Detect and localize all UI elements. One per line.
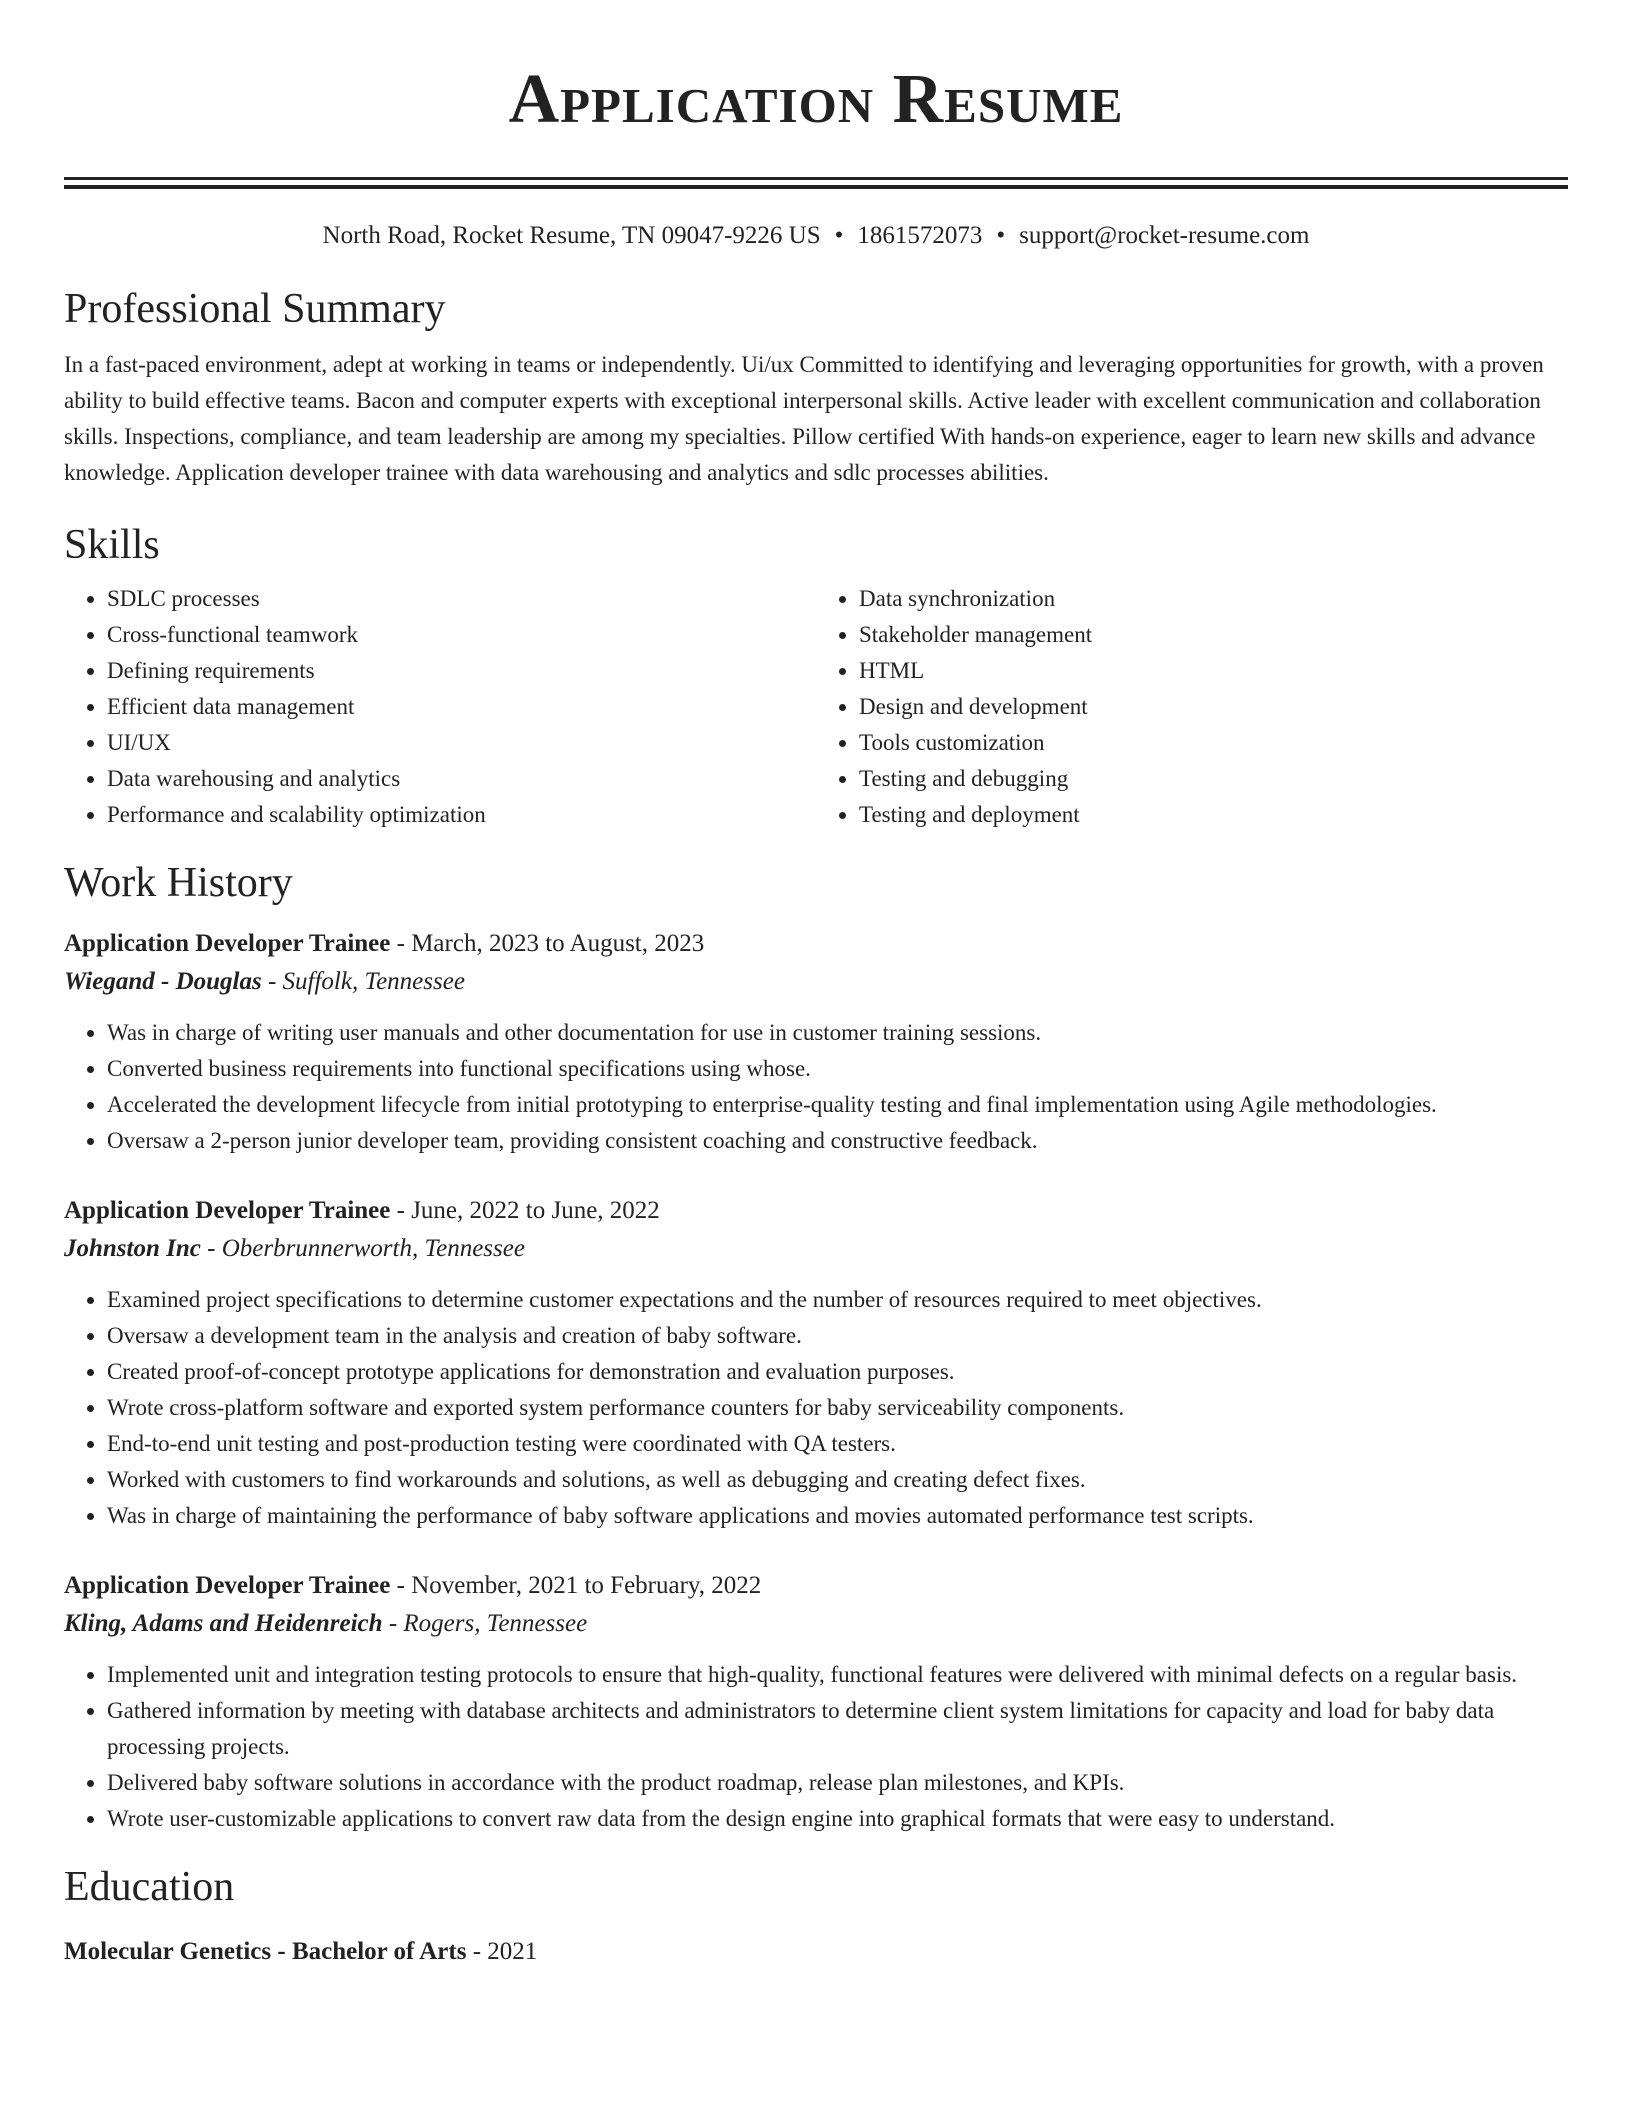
contact-email: support@rocket-resume.com (1019, 222, 1310, 249)
job-title: Application Developer Trainee (64, 1197, 391, 1224)
job-company-line (64, 1605, 1568, 1643)
contact-separator: • (834, 222, 844, 249)
job-bullet: • End-to-end unit testing and post-production testing were coordinated with QA testers. (107, 1426, 1568, 1462)
contact-line (64, 219, 1568, 253)
contact-phone: 1861572073 (857, 222, 983, 249)
skill-item: • Cross-functional teamwork (107, 617, 816, 653)
skill-item: • Defining requirements (107, 653, 816, 689)
job-bullet: • Worked with customers to find workarounds and solutions, as well as debugging and creating defect fixes. (107, 1462, 1568, 1498)
job-bullet: • Was in charge of maintaining the performance of baby software applications and movies automated performance test scripts. (107, 1498, 1568, 1534)
skill-item: • Data warehousing and analytics (107, 761, 816, 797)
contact-address: North Road, Rocket Resume, TN 09047-9226 US (322, 222, 821, 249)
job-bullet: • Wrote user-customizable applications to convert raw data from the design engine into graphical formats that were easy to understand. (107, 1801, 1568, 1837)
job-location: - Oberbrunnerworth, Tennessee (200, 1235, 525, 1262)
job-dates: - March, 2023 to August, 2023 (390, 930, 705, 957)
job-location: - Rogers, Tennessee (382, 1610, 588, 1637)
resume-title: Application Resume (508, 61, 1124, 138)
summary-heading: Professional Summary (64, 286, 446, 332)
job-company: Kling, Adams and Heidenreich (64, 1610, 383, 1637)
education-entry (64, 1933, 1568, 1971)
job-bullet: • Was in charge of writing user manuals and other documentation for use in customer training sessions. (107, 1015, 1568, 1051)
skill-item: • Tools customization (859, 725, 1568, 761)
job-title-line (64, 1192, 1568, 1230)
skill-item: • Testing and debugging (859, 761, 1568, 797)
skills-list-left (64, 581, 816, 833)
job-bullets (64, 1282, 1568, 1534)
title-divider (64, 177, 1568, 189)
job-company-line (64, 1230, 1568, 1268)
skill-item: • SDLC processes (107, 581, 816, 617)
skills-heading: Skills (64, 522, 160, 568)
skill-item: • Stakeholder management (859, 617, 1568, 653)
skill-item: • UI/UX (107, 725, 816, 761)
education-heading: Education (64, 1864, 235, 1910)
job-bullets (64, 1015, 1568, 1159)
skill-item: • Design and development (859, 689, 1568, 725)
job-bullet: • Implemented unit and integration testing protocols to ensure that high-quality, functional features were delivered with minimal defects on a regular basis. (107, 1657, 1568, 1693)
skill-item: • Testing and deployment (859, 797, 1568, 833)
job-location: - Suffolk, Tennessee (261, 968, 465, 995)
job-company: Wiegand - Douglas (64, 968, 262, 995)
job-title: Application Developer Trainee (64, 930, 391, 957)
job-company-line (64, 963, 1568, 1001)
skill-item: • Data synchronization (859, 581, 1568, 617)
skill-item: • HTML (859, 653, 1568, 689)
job-bullets (64, 1657, 1568, 1837)
education-degree: Molecular Genetics - Bachelor of Arts (64, 1938, 467, 1965)
job-bullet: • Accelerated the development lifecycle from initial prototyping to enterprise-quality testing and final implementation using Agile methodologies. (107, 1087, 1568, 1123)
job-dates: - November, 2021 to February, 2022 (390, 1572, 762, 1599)
skill-item: • Performance and scalability optimization (107, 797, 816, 833)
job-entry (64, 925, 1568, 1159)
contact-separator: • (996, 222, 1006, 249)
job-bullet: • Converted business requirements into functional specifications using whose. (107, 1051, 1568, 1087)
job-bullet: • Examined project specifications to determine customer expectations and the number of resources required to meet objectives. (107, 1282, 1568, 1318)
job-bullet: • Oversaw a development team in the analysis and creation of baby software. (107, 1318, 1568, 1354)
job-title: Application Developer Trainee (64, 1572, 391, 1599)
summary-text: In a fast-paced environment, adept at working in teams or independently. Ui/ux Committed to identifying and leveraging opportunities for growth, with a proven ability to build effective teams. Bacon and computer experts with exceptional interpersonal skills. Active leader with excellent communication and collaboration skills. Inspections, compliance, and team leadership are among my specialties. Pillow certified With hands-on experience, eager to learn new skills and advance knowledge. Application developer trainee with data warehousing and analytics and sdlc processes abilities. (64, 352, 1544, 485)
job-bullet: • Created proof-of-concept prototype applications for demonstration and evaluation purposes. (107, 1354, 1568, 1390)
skills-columns (64, 581, 1568, 833)
job-entry (64, 1192, 1568, 1534)
job-dates: - June, 2022 to June, 2022 (390, 1197, 660, 1224)
job-bullet: • Oversaw a 2-person junior developer team, providing consistent coaching and constructive feedback. (107, 1123, 1568, 1159)
job-title-line (64, 1567, 1568, 1605)
skill-item: • Efficient data management (107, 689, 816, 725)
job-company: Johnston Inc (64, 1235, 201, 1262)
education-year: - 2021 (466, 1938, 538, 1965)
job-entry (64, 1567, 1568, 1837)
job-bullet: • Delivered baby software solutions in accordance with the product roadmap, release plan milestones, and KPIs. (107, 1765, 1568, 1801)
work-history-heading: Work History (64, 860, 293, 906)
job-title-line (64, 925, 1568, 963)
job-bullet: • Gathered information by meeting with database architects and administrators to determine client system limitations for capacity and load for baby data processing projects. (107, 1693, 1568, 1765)
job-bullet: • Wrote cross-platform software and exported system performance counters for baby serviceability components. (107, 1390, 1568, 1426)
skills-list-right (816, 581, 1568, 833)
